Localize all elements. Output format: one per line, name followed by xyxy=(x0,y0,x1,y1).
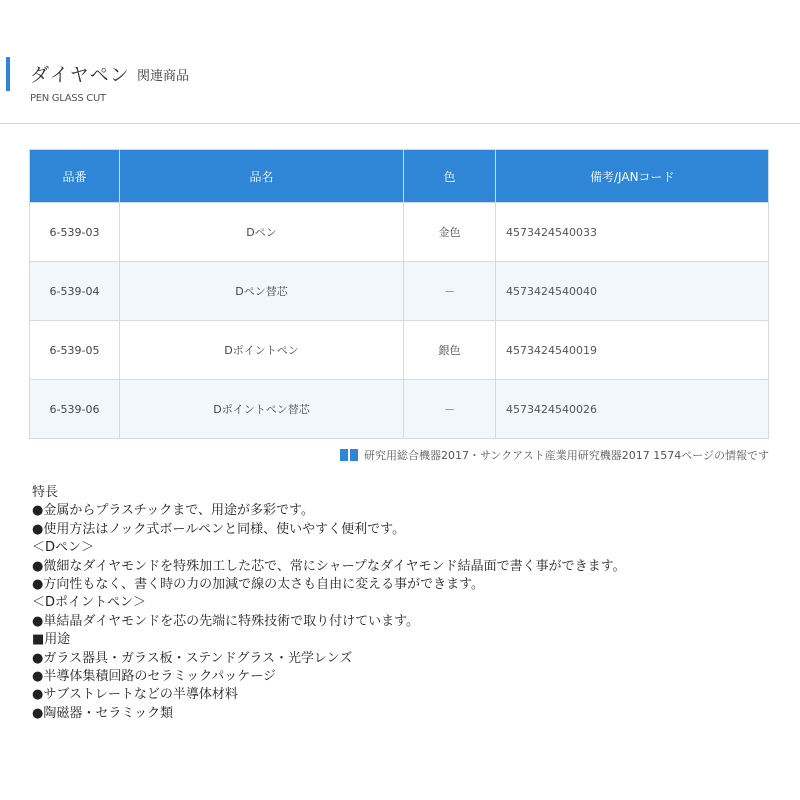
header-jan: 備考/JANコード xyxy=(496,150,769,203)
feature-subheading: ＜Dペン＞ xyxy=(32,540,95,556)
source-note-text: 研究用総合機器2017・サンクアスト産業用研究機器2017 1574ページの情報です xyxy=(363,449,769,462)
cell-name: Dポイントペン xyxy=(120,321,404,380)
source-note xyxy=(340,447,769,463)
feature-line: ●使用方法はノック式ボールペンと同様、使いやすく便利です。 xyxy=(32,521,406,537)
table-header-row xyxy=(30,150,769,203)
page-header xyxy=(0,0,800,123)
usage-line: ●ガラス器具・ガラス板・ステンドグラス・光学レンズ xyxy=(32,650,353,666)
table-row xyxy=(30,380,769,439)
cell-color: 金色 xyxy=(404,203,496,262)
page-title: ダイヤペン xyxy=(30,64,130,86)
cell-code: 6-539-05 xyxy=(30,321,120,380)
usage-line: ●半導体集積回路のセラミックパッケージ xyxy=(32,669,277,685)
usage-line: ●サブストレートなどの半導体材料 xyxy=(32,687,238,703)
cell-jan: 4573424540026 xyxy=(496,380,769,439)
cell-color: － xyxy=(404,262,496,321)
feature-line: ●単結晶ダイヤモンドを芯の先端に特殊技術で取り付けています。 xyxy=(32,613,420,629)
cell-code: 6-539-03 xyxy=(30,203,120,262)
features-section xyxy=(32,484,626,723)
product-table xyxy=(29,149,769,439)
cell-color: 銀色 xyxy=(404,321,496,380)
cell-color: － xyxy=(404,380,496,439)
cell-name: Dペン替芯 xyxy=(120,262,404,321)
usage-heading: ■用途 xyxy=(32,632,71,648)
features-heading: 特長 xyxy=(32,485,59,500)
cell-jan: 4573424540019 xyxy=(496,321,769,380)
header-color: 色 xyxy=(404,150,496,203)
cell-name: Dポイントペン替芯 xyxy=(120,380,404,439)
feature-line: ●方向性もなく、書く時の力の加減で線の太さも自由に変える事ができます。 xyxy=(32,577,485,593)
table-row xyxy=(30,203,769,262)
book-icon xyxy=(340,448,358,462)
cell-code: 6-539-04 xyxy=(30,262,120,321)
header-code: 品番 xyxy=(30,150,120,203)
cell-name: Dペン xyxy=(120,203,404,262)
cell-jan: 4573424540033 xyxy=(496,203,769,262)
header-divider xyxy=(0,123,800,124)
table-row xyxy=(30,262,769,321)
feature-line: ●金属からプラスチックまで、用途が多彩です。 xyxy=(32,503,315,519)
related-products-label: 関連商品 xyxy=(137,69,190,84)
cell-code: 6-539-06 xyxy=(30,380,120,439)
table-row xyxy=(30,321,769,380)
usage-line: ●陶磁器・セラミック類 xyxy=(32,705,174,721)
english-subtitle: PEN GLASS CUT xyxy=(30,93,106,104)
header-name: 品名 xyxy=(120,150,404,203)
feature-line: ●微細なダイヤモンドを特殊加工した芯で、常にシャープなダイヤモンド結晶面で書く事ができます。 xyxy=(32,558,626,574)
cell-jan: 4573424540040 xyxy=(496,262,769,321)
feature-subheading: ＜Dポイントペン＞ xyxy=(32,595,147,611)
header-accent-bar xyxy=(6,57,10,91)
